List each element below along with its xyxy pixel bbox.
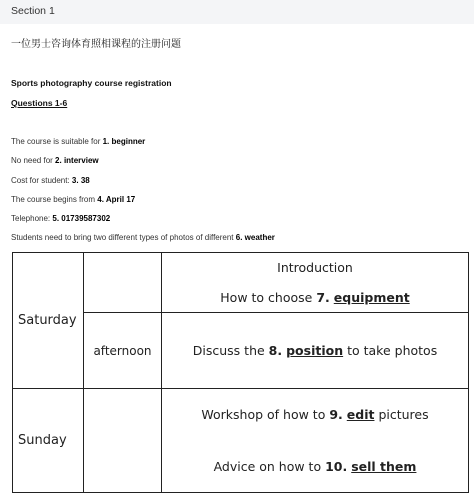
section-label: Section 1 bbox=[11, 5, 55, 17]
table-row bbox=[13, 253, 469, 313]
note-2: No need for 2. interview bbox=[11, 156, 99, 165]
activity-text: How to choose 7. equipment bbox=[220, 289, 410, 305]
note-3: Cost for student: 3. 38 bbox=[11, 176, 90, 185]
time-afternoon: afternoon bbox=[84, 313, 162, 389]
activity-cell bbox=[162, 313, 469, 389]
note-4: The course begins from 4. April 17 bbox=[11, 195, 136, 204]
note-6: Students need to bring two different types of photos of different 6. weather bbox=[11, 233, 275, 242]
schedule-table bbox=[12, 252, 469, 493]
note-5: Telephone: 5. 01739587302 bbox=[11, 214, 111, 223]
course-title: Sports photography course registration bbox=[11, 78, 172, 88]
activity-text: Discuss the 8. position to take photos bbox=[192, 342, 438, 358]
introduction-text: Introduction bbox=[277, 259, 353, 275]
questions-label: Questions 1-6 bbox=[11, 98, 68, 108]
activity-text: Advice on how to 10. sell them bbox=[213, 458, 417, 474]
chinese-title: 一位男士咨询体育照相课程的注册问题 bbox=[11, 39, 181, 50]
time-cell-empty bbox=[84, 389, 162, 493]
activity-cell bbox=[162, 389, 469, 493]
table-row bbox=[13, 389, 469, 493]
time-cell-empty bbox=[84, 253, 162, 313]
activity-text: Workshop of how to 9. edit pictures bbox=[201, 406, 429, 422]
activity-cell bbox=[162, 253, 469, 313]
note-1: The course is suitable for 1. beginner bbox=[11, 137, 146, 146]
day-sunday: Sunday bbox=[13, 389, 84, 493]
day-saturday: Saturday bbox=[13, 253, 84, 389]
section-header bbox=[0, 0, 474, 24]
